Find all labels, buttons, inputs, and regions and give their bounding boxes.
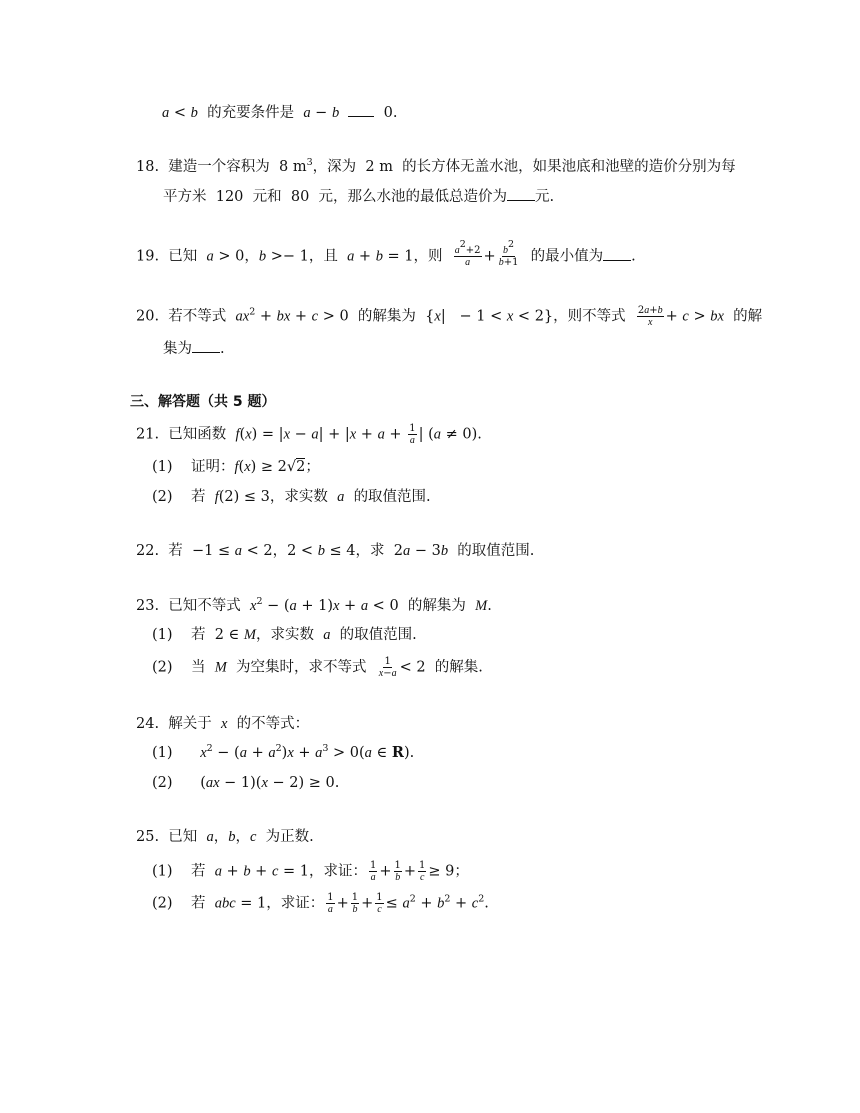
q25-line1: 25. 已知 a，b，c 为正数. [136,829,314,845]
fraction: $\frac{2a+b}{x}$ [637,305,663,328]
fraction: $\frac{1}{b}$ [351,892,359,915]
q22-line1: 22. 若 −1 ≤ a < 2，2 < b ≤ 4，求 2a − 3b 的取值范围. [136,543,535,559]
question-number: 24. [136,716,160,732]
question-number: 20. [136,308,160,325]
answer-blank[interactable] [507,186,535,201]
q24-part2: (2) (ax − 1)(x − 2) ≥ 0. [152,775,340,791]
q20-line2: 集为 . [163,338,225,359]
question-number: 19. [136,248,160,265]
q18-line1: 18. 建造一个容积为 8 $m^3$，深为 2 m 的长方体无盖水池，如果池底和池壁的造价分别为每 [136,157,736,175]
fraction: $\frac{a^2+2}{a}$ [454,239,481,268]
question-number: 22. [136,543,160,559]
answer-blank[interactable] [192,338,220,353]
fraction: $\frac{1}{a}$ [409,423,416,446]
q20-line1: 20. 若不等式 $ax^2$ + bx + c > 0 的解集为 {x| − 1 < x < 2}，则不等式 $\frac{2a+b}{x}$ + c > bx 的解 [136,305,763,328]
q24-line1: 24. 解关于 x 的不等式： [136,716,310,732]
q25-part2: (2) 若 abc = 1，求证： $\frac{1}{a}$ + $\frac{1}{b}$ + $\frac{1}{c}$ ≤ $a^2 + b^2 + c^2$. [152,892,489,915]
fraction: $\frac{1}{b}$ [394,860,401,883]
fraction: $\frac{1}{a}$ [369,860,377,883]
fraction: $\frac{1}{c}$ [419,860,426,883]
section-heading: 三、解答题（共 5 题） [130,394,276,410]
fraction: $\frac{1}{a}$ [327,892,334,915]
question-number: 18. [136,159,160,175]
question-number: 21. [136,426,160,443]
q21-part2: (2) 若 f(2) ≤ 3，求实数 a 的取值范围. [152,489,431,505]
question-number: 23. [136,598,160,614]
q17-continuation: a < b 的充要条件是 a − b 0. [162,102,397,123]
answer-blank[interactable] [348,102,374,117]
question-number: 25. [136,829,160,845]
q23-part2: (2) 当 M 为空集时，求不等式 $\frac{1}{x-a}$ < 2 的解集. [152,656,483,679]
q21-line1: 21. 已知函数 f(x) = |x − a| + |x + a + $\frac{1}{a}$ | (a ≠ 0). [136,423,482,446]
q18-line2: 平方米 120 元和 80 元，那么水池的最低总造价为 元. [163,186,554,207]
q23-part1: (1) 若 2 ∈ M，求实数 a 的取值范围. [152,627,417,643]
q25-part1: (1) 若 a + b + c = 1，求证： $\frac{1}{a}$ + $\frac{1}{b}$ + $\frac{1}{c}$ ≥ 9； [152,860,469,883]
fraction: $\frac{b^2}{b+1}$ [498,239,519,268]
fraction: $\frac{1}{c}$ [376,892,383,915]
q21-part1: (1) 证明：f(x) ≥ 2√2； [152,459,320,475]
answer-blank[interactable] [603,246,631,261]
q24-part1: (1) $x^2 - (a + a^2)x + a^3 > 0(a$ ∈ R). [152,743,415,761]
q17-text: 的充要条件是 [207,105,295,121]
q19-line1: 19. 已知 a > 0，b >− 1，且 a + b = 1，则 $\frac{a^2+2}{a}$ + $\frac{b^2}{b+1}$ 的最小值为 . [136,239,636,268]
q23-line1: 23. 已知不等式 $x^2 - (a + 1)x + a < 0$ 的解集为 M. [136,596,492,614]
fraction: $\frac{1}{x-a}$ [378,656,397,679]
